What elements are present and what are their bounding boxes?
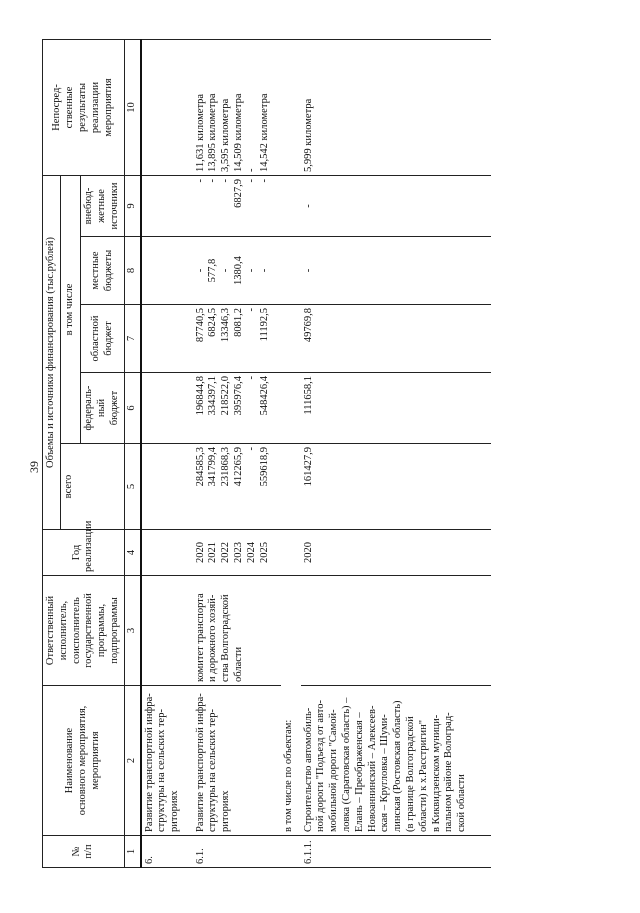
row-name: Развитие транспортной инфра- структуры на сельских тер- риториях bbox=[193, 686, 281, 836]
page-number: 39 bbox=[27, 461, 41, 473]
header-row-1 bbox=[43, 39, 61, 867]
row-number: 6. bbox=[141, 836, 193, 868]
header-results: Непосред- ственные результаты реализации мероприятия bbox=[43, 39, 125, 175]
row-offbudget: - - - 6827,9 - - bbox=[193, 175, 281, 236]
row-total: 161427,9 bbox=[301, 444, 491, 530]
row-regional: 49769,8 bbox=[301, 305, 491, 373]
row-offbudget: - bbox=[301, 175, 491, 236]
row-results: 5,999 километра bbox=[301, 39, 491, 175]
table-row bbox=[141, 39, 193, 867]
row-year: 2020 bbox=[301, 530, 491, 576]
row-local: - 577,8 - 1380,4 - - bbox=[193, 237, 281, 305]
row-local: - bbox=[301, 237, 491, 305]
header-name: Наименование основного мероприятия, мероприятия bbox=[43, 686, 125, 836]
col-number: 2 bbox=[124, 686, 140, 836]
funding-table bbox=[42, 39, 491, 868]
col-number: 5 bbox=[124, 444, 140, 530]
header-executor: Ответственный исполнитель, соисполнитель государственной программы, подпрограммы bbox=[43, 576, 125, 686]
header-num: № п/п bbox=[43, 836, 125, 868]
table-row bbox=[193, 39, 281, 867]
row-number: 6.1. bbox=[193, 836, 281, 868]
header-regional: областной бюджет bbox=[81, 305, 124, 373]
header-offbudget: внебюд- жетные источники bbox=[81, 175, 124, 236]
row-regional: 87740,5 6824,5 13346,3 8081,2 - 11192,5 bbox=[193, 305, 281, 373]
row-name: Развитие транспортной инфра- структуры на сельских тер- риториях bbox=[141, 686, 193, 836]
table-row bbox=[301, 39, 491, 867]
header-total: всего bbox=[60, 444, 124, 530]
row-federal: 196844,8 334397,1 218522,0 395976,4 - 548426,4 bbox=[193, 373, 281, 444]
col-number: 7 bbox=[124, 305, 140, 373]
col-number: 4 bbox=[124, 530, 140, 576]
col-number: 6 bbox=[124, 373, 140, 444]
header-incl: в том числе bbox=[60, 175, 81, 443]
row-name: Строительство автомобиль- ной дороги "Подъезд от авто- мобильной дороги "Самой- ловка (Саратовская область) – Елань – Преображенская – Новоаннинский – Алексеев- ская – Кругловка – Шуми- линская (Ростовская область) (в границе Волгоградской области) к х.Расстригин" в Киквидзенском муници- пальном районе Волоград- ской области bbox=[301, 686, 491, 836]
col-number: 8 bbox=[124, 237, 140, 305]
row-total: 284585,3 341799,4 231868,3 412265,9 - 559618,9 bbox=[193, 444, 281, 530]
row-years: 2020 2021 2022 2023 2024 2025 bbox=[193, 530, 281, 576]
row-federal: 111658,1 bbox=[301, 373, 491, 444]
header-year: Год реализации bbox=[43, 530, 125, 576]
col-number: 9 bbox=[124, 175, 140, 236]
column-number-row bbox=[124, 39, 140, 867]
row-number: 6.1.1. bbox=[301, 836, 491, 868]
col-number: 10 bbox=[124, 39, 140, 175]
header-federal: федераль- ный бюджет bbox=[81, 373, 124, 444]
row-executor: комитет транспорта и дорожного хозяй- ства Волгоградской области bbox=[193, 576, 281, 686]
header-funding-group: Объемы и источники финансирования (тыс.рублей) bbox=[43, 175, 61, 529]
col-number: 3 bbox=[124, 576, 140, 686]
objects-label: в том числе по объектам: bbox=[281, 576, 301, 836]
header-local: местные бюджеты bbox=[81, 237, 124, 305]
table-row bbox=[281, 39, 301, 867]
row-results: 11,631 километра 13,895 километра 3,595 километра 14,509 километра - 14,542 километра bbox=[193, 39, 281, 175]
col-number: 1 bbox=[124, 836, 140, 868]
